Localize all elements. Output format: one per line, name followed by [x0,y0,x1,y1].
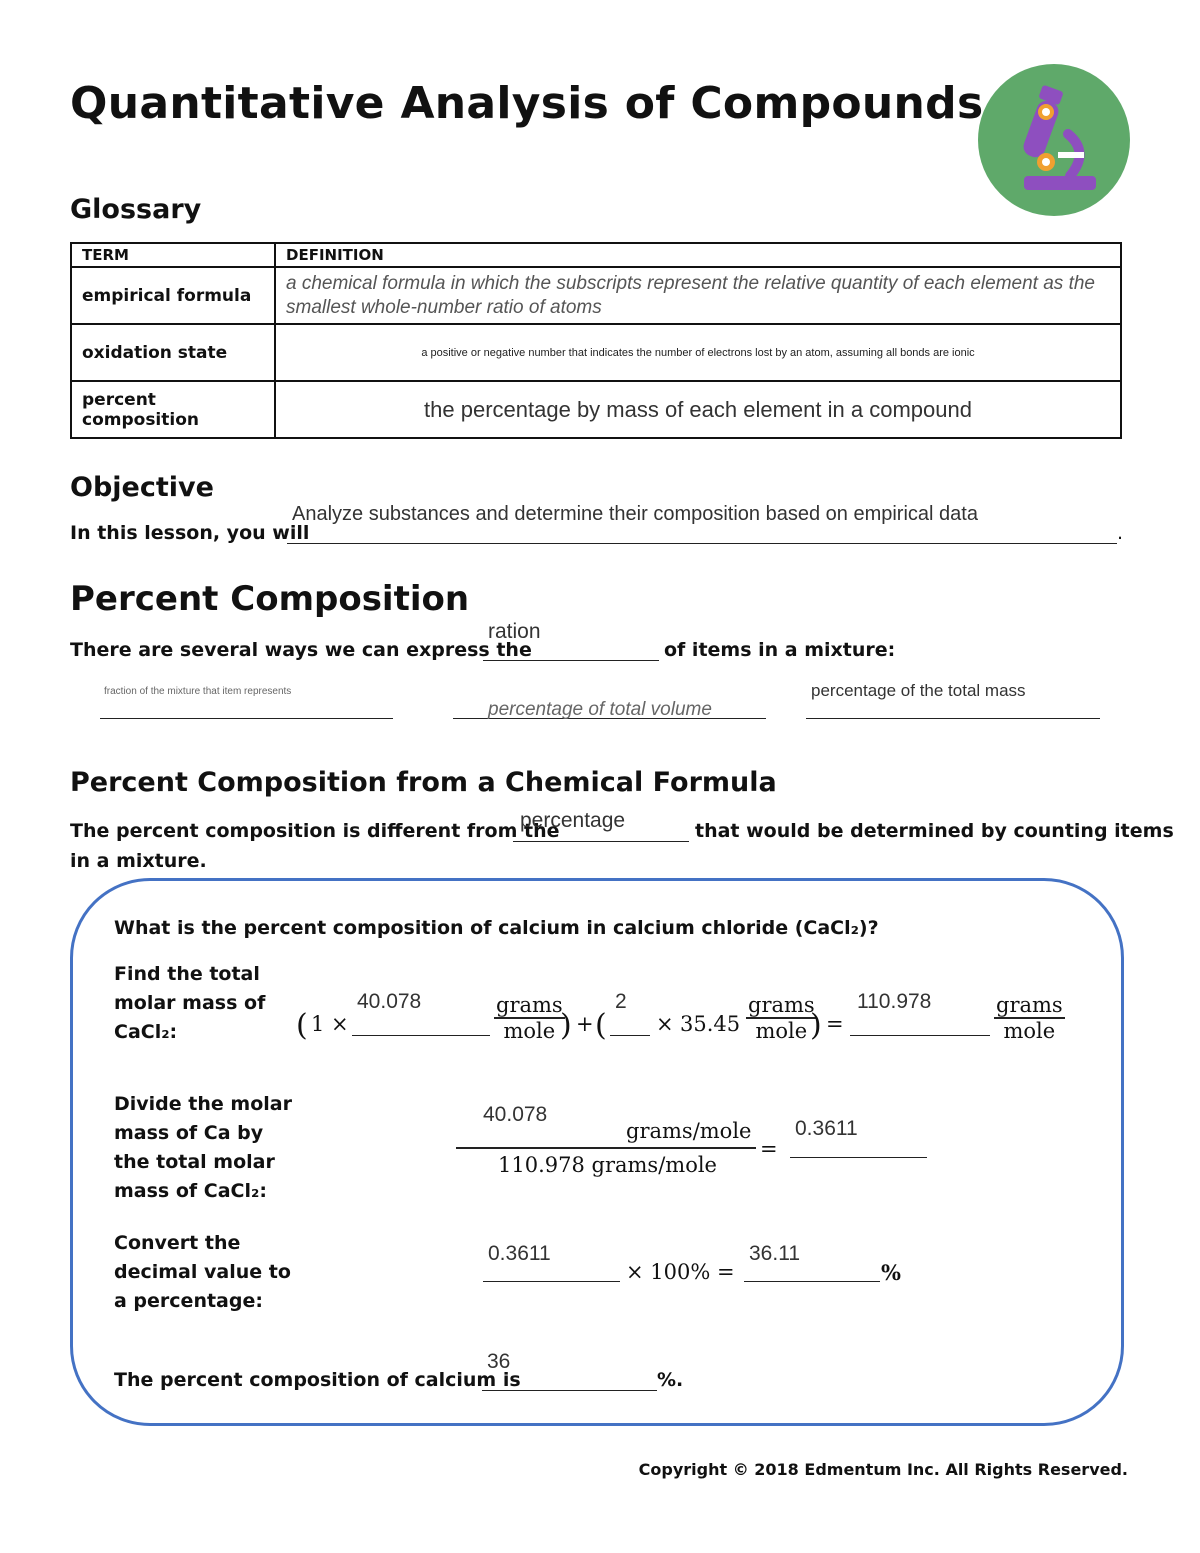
microscope-logo [978,64,1130,216]
final-prefix: The percent composition of calcium is [114,1369,521,1391]
fraction-bar [456,1147,756,1149]
denominator: 110.978 grams/mole [498,1153,717,1177]
percentage-answer[interactable]: percentage [520,809,626,832]
page-title: Quantitative Analysis of Compounds [70,78,984,129]
way-blank-line [100,718,393,719]
from-formula-sentence-suffix: that would be determined by counting items [695,820,1174,842]
table-row [71,267,1121,324]
way-answer-volume[interactable]: percentage of total volume [488,699,712,720]
open-paren: ( [296,1008,308,1043]
objective-suffix: . [1117,522,1124,544]
ratio-blank-line [790,1157,927,1158]
step1-label: Find the total molar mass of CaCl₂: [114,963,266,1043]
cl-count-blank-line [610,1035,650,1036]
one-times: 1 × [311,1012,349,1036]
way-answer-fraction[interactable]: fraction of the mixture that item represents [104,686,292,697]
example-question: What is the percent composition of calcium in calcium chloride (CaCl₂)? [114,917,879,939]
step2-label: Divide the molar mass of Ca by the total molar mass of CaCl₂: [114,1093,292,1202]
glossary-table [70,242,1122,439]
microscope-icon [978,64,1130,216]
step3-label: Convert the decimal value to a percentage: [114,1232,291,1312]
way-answer-mass[interactable]: percentage of the total mass [811,681,1026,700]
ca-mass-blank-line [352,1035,490,1036]
final-blank-line [482,1390,657,1391]
glossary-term: oxidation state [71,324,275,381]
ratio-answer[interactable]: 0.3611 [795,1117,858,1140]
percent-answer[interactable]: 36.11 [749,1242,800,1265]
glossary-term: empirical formula [71,267,275,324]
equals-sign: = [826,1012,844,1036]
from-formula-sentence-prefix: The percent composition is different from the [70,820,560,842]
unit-fraction: grams mole [496,993,563,1043]
definition-column-header: DEFINITION [275,243,1121,267]
final-answer[interactable]: 36 [487,1350,511,1373]
close-paren: ) [810,1008,822,1043]
from-formula-sentence-line2: in a mixture. [70,850,207,872]
way-blank-line [806,718,1100,719]
copyright: Copyright © 2018 Edmentum Inc. All Rights Reserved. [638,1460,1128,1479]
unit-fraction: grams mole [996,993,1063,1043]
table-row [71,324,1121,381]
objective-blank-line [287,543,1117,544]
equals-sign: = [760,1137,778,1161]
decimal-answer[interactable]: 0.3611 [488,1242,551,1265]
plus-sign: + [576,1012,594,1036]
glossary-definition[interactable]: a chemical formula in which the subscripts represent the relative quantity of each element as the smallest whole-number ratio of atoms [275,267,1121,324]
objective-answer[interactable]: Analyze substances and determine their composition based on empirical data [292,503,978,525]
total-mass-answer[interactable]: 110.978 [857,990,932,1013]
ca-mass-answer[interactable]: 40.078 [357,990,422,1013]
cl-count-answer[interactable]: 2 [615,990,627,1013]
glossary-heading: Glossary [70,194,202,225]
ca-mass-numerator[interactable]: 40.078 [483,1103,548,1126]
decimal-blank-line [483,1281,620,1282]
table-row [71,381,1121,438]
percent-blank-line [744,1281,880,1282]
percentage-blank-line [513,841,689,842]
open-paren: ( [595,1008,607,1043]
times-sign: × [656,1012,674,1036]
objective-prefix: In this lesson, you will [70,522,310,544]
percent-composition-sentence-prefix: There are several ways we can express the [70,639,532,661]
times-100: × 100% = [626,1260,735,1284]
term-column-header: TERM [71,243,275,267]
from-formula-heading: Percent Composition from a Chemical Formula [70,767,777,798]
cl-mass: 35.45 [680,1012,741,1036]
percent-composition-heading: Percent Composition [70,579,470,619]
ration-answer[interactable]: ration [488,620,541,643]
total-mass-blank-line [850,1035,990,1036]
close-paren: ) [560,1008,572,1043]
glossary-header-row [71,243,1121,267]
objective-heading: Objective [70,472,214,503]
percent-sign: % [881,1260,901,1285]
percent-composition-sentence-suffix: of items in a mixture: [664,639,896,661]
ration-blank-line [483,660,659,661]
glossary-term: percent composition [71,381,275,438]
numerator-unit: grams/mole [626,1119,752,1143]
unit-fraction: grams mole [748,993,815,1043]
glossary-definition[interactable]: the percentage by mass of each element in a compound [275,381,1121,438]
final-suffix: %. [657,1369,684,1391]
glossary-definition[interactable]: a positive or negative number that indicates the number of electrons lost by an atom, assuming all bonds are ionic [275,324,1121,381]
